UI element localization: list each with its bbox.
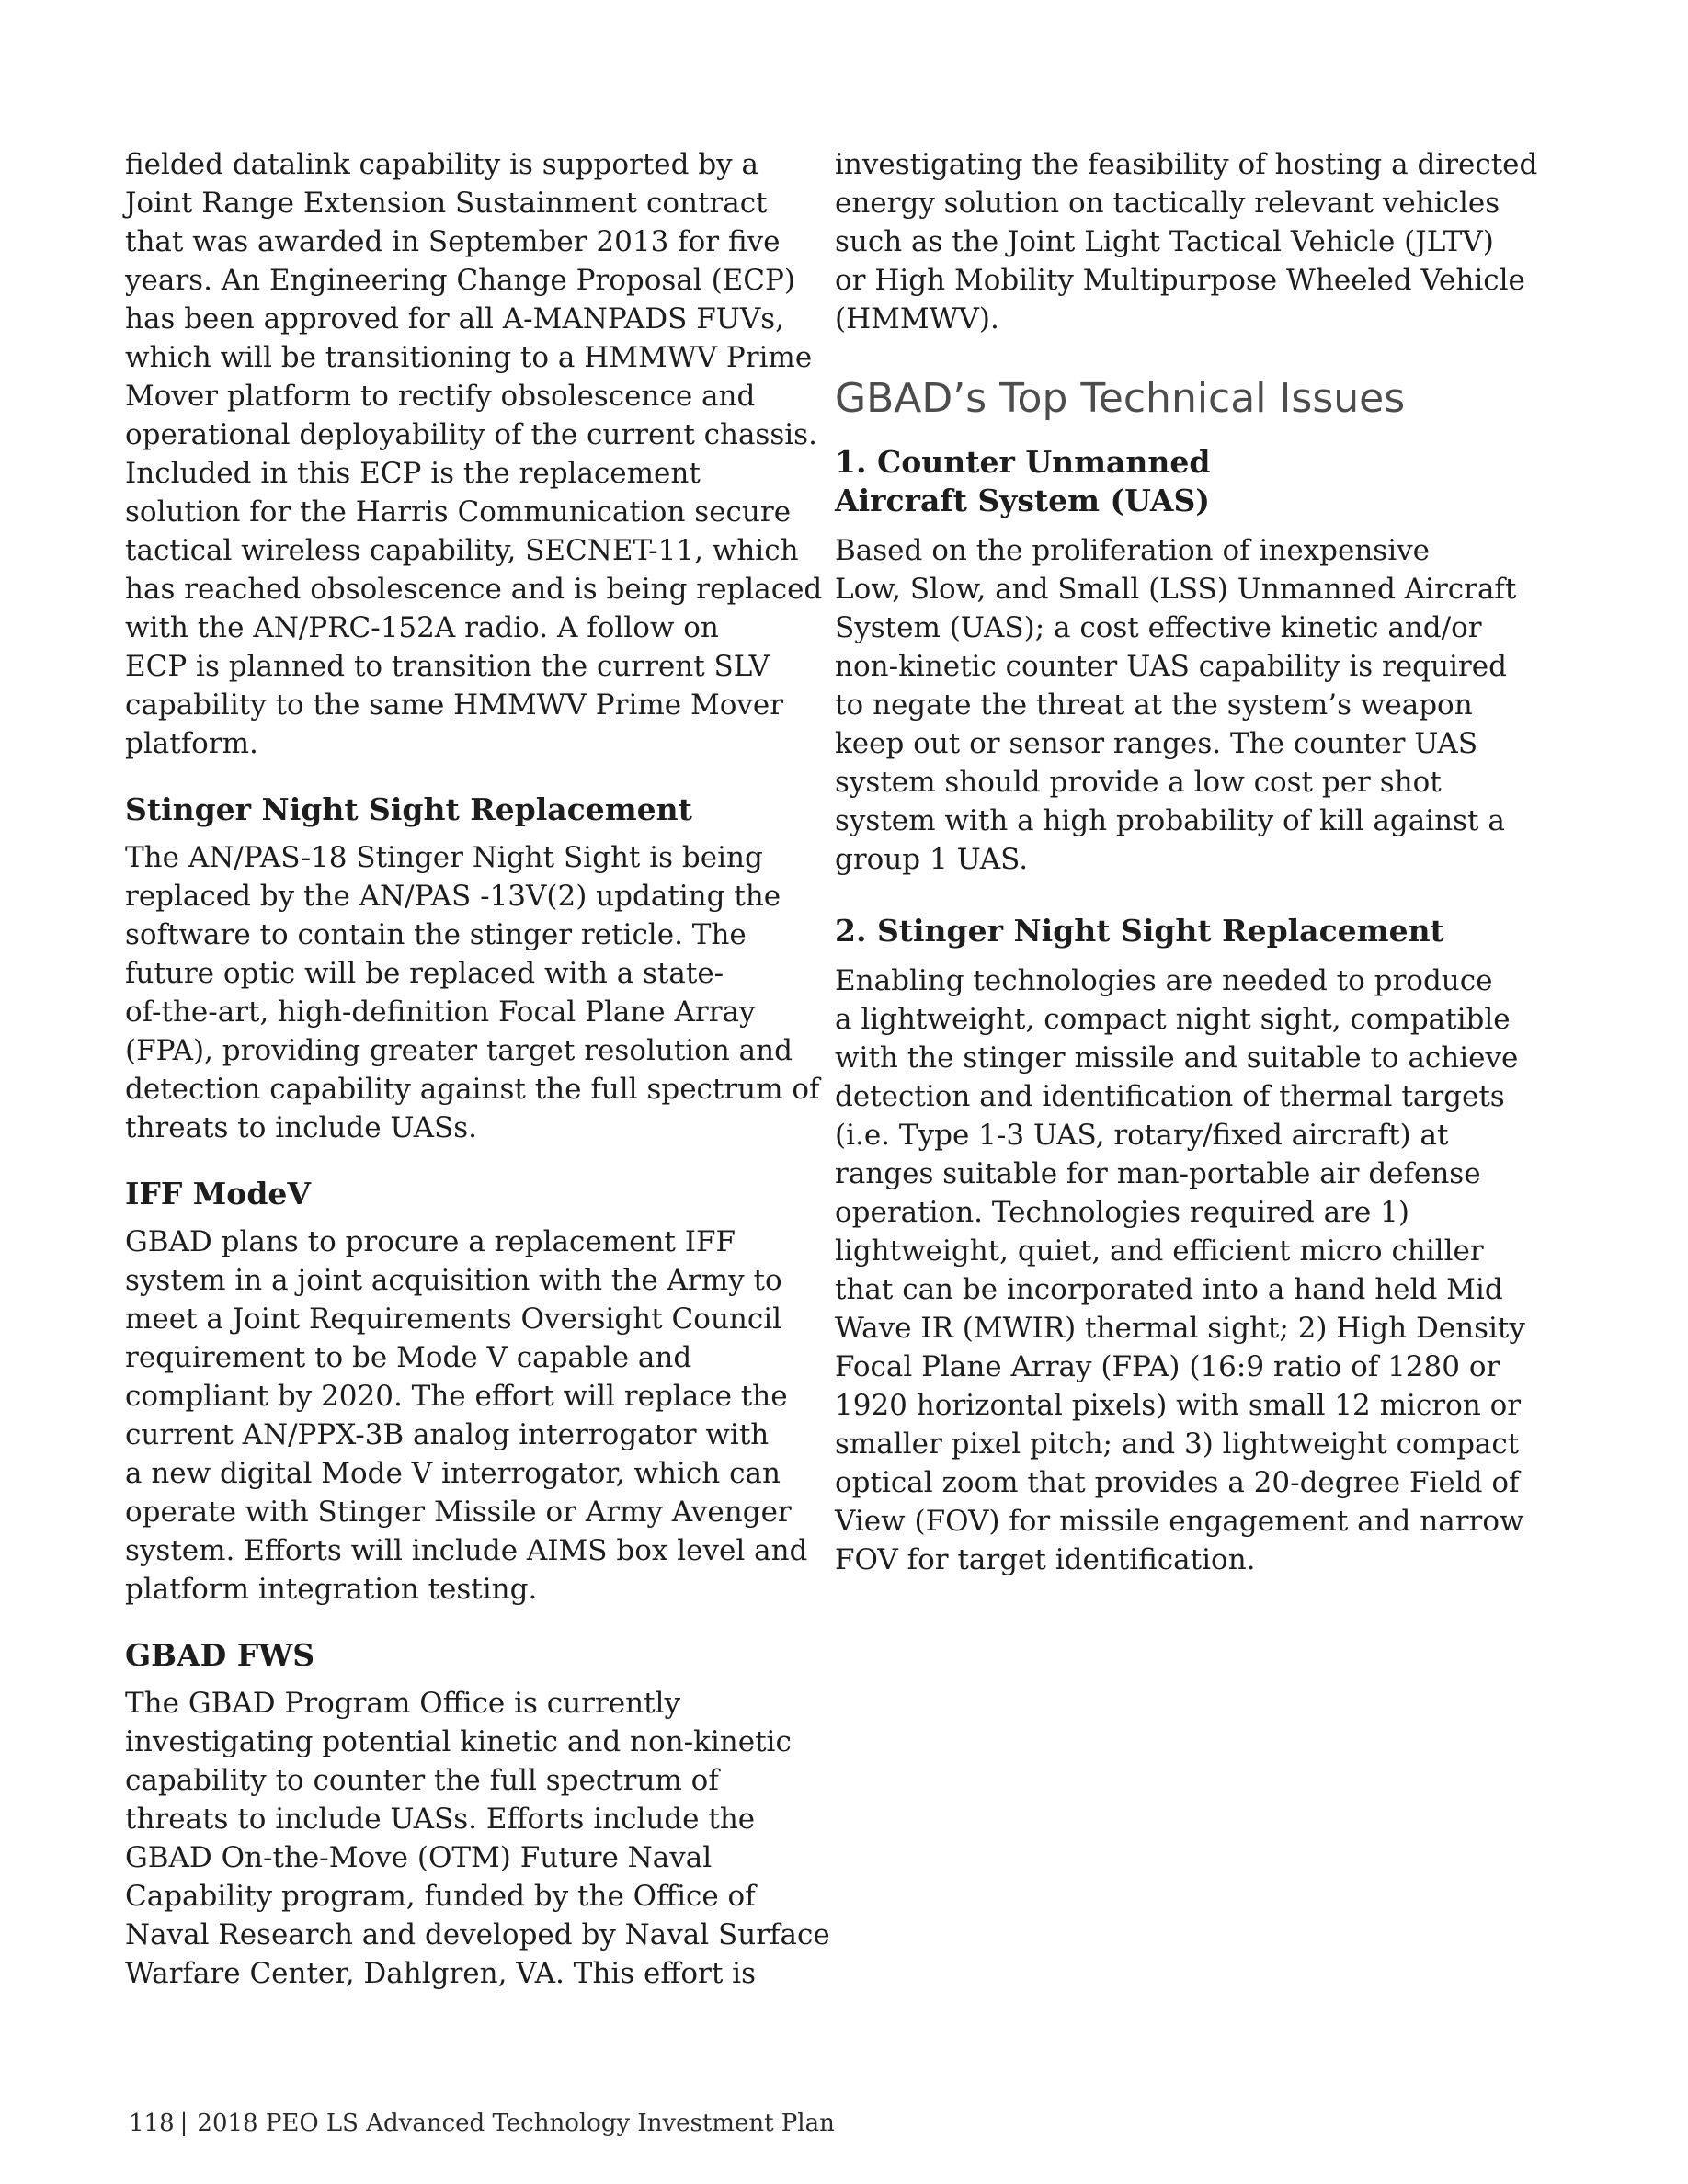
issue2-heading: 2. Stinger Night Sight Replacement [835,913,1444,949]
text-line: meet a Joint Requirements Oversight Council [125,1302,782,1336]
text-line: keep out or sensor ranges. The counter UAS [835,727,1478,760]
text-line: lightweight, quiet, and efficient micro chiller [835,1234,1484,1268]
text-line: 1920 horizontal pixels) with small 12 micron or [835,1389,1522,1422]
text-line: Capability program, funded by the Office of [125,1880,756,1913]
text-line: which will be transitioning to a HMMWV Prime [125,341,813,374]
text-line: platform integration testing. [125,1573,538,1606]
text-line: replaced by the AN/PAS -13V(2) updating the [125,880,781,913]
text-line: threats to include UASs. [125,1111,477,1144]
text-line: (FPA), providing greater target resolution and [125,1034,793,1067]
text-line: ranges suitable for man-portable air defense [835,1157,1481,1190]
text-line: operation. Technologies required are 1) [835,1196,1409,1229]
issue1-paragraph [835,531,1515,879]
text-line: a new digital Mode V interrogator, which can [125,1457,781,1490]
text-line: Mover platform to rectify obsolescence and [125,380,756,413]
text-line: future optic will be replaced with a state- [125,957,724,990]
text-line: Low, Slow, and Small (LSS) Unmanned Aircraft [835,573,1517,606]
right-column [835,145,1538,1579]
text-line: has reached obsolescence and is being replaced [125,573,823,606]
stinger-paragraph [125,838,820,1147]
footer-separator: | [179,2110,188,2137]
text-line: capability to counter the full spectrum of [125,1764,719,1797]
text-line: such as the Joint Light Tactical Vehicle (JLTV) [835,225,1494,258]
text-line: Focal Plane Array (FPA) (16:9 ratio of 1280 or [835,1350,1500,1383]
text-line: system should provide a low cost per shot [835,766,1442,799]
text-line: Warfare Center, Dahlgren, VA. This effort is [125,1957,756,1990]
text-line: or High Mobility Multipurpose Wheeled Vehicle [835,264,1525,297]
fws-paragraph [125,1684,830,1993]
text-line: with the stinger missile and suitable to achieve [835,1041,1519,1075]
text-line: operational deployability of the current chassis. [125,418,817,451]
text-line: to negate the threat at the system’s weapon [835,688,1473,722]
text-line: Based on the proliferation of inexpensive [835,534,1430,567]
text-line: requirement to be Mode V capable and [125,1341,692,1374]
text-line: platform. [125,727,258,760]
text-line: operate with Stinger Missile or Army Avenger [125,1496,792,1529]
text-line: GBAD plans to procure a replacement IFF [125,1225,736,1258]
text-line: system. Efforts will include AIMS box level and [125,1534,808,1567]
stinger-heading: Stinger Night Sight Replacement [125,791,692,827]
text-line: optical zoom that provides a 20-degree Field of [835,1466,1520,1499]
iff-paragraph [125,1223,808,1609]
text-line: threats to include UASs. Efforts include the [125,1803,756,1836]
text-line: a lightweight, compact night sight, compatible [835,1003,1511,1036]
text-line: energy solution on tactically relevant vehicles [835,187,1500,220]
text-line: that can be incorporated into a hand held Mid [835,1273,1503,1306]
text-line: of-the-art, high-definition Focal Plane Array [125,995,756,1029]
text-line: system in a joint acquisition with the Army to [125,1264,782,1297]
document-title: 2018 PEO LS Advanced Technology Investment Plan [197,2110,835,2137]
text-line: that was awarded in September 2013 for five [125,225,781,258]
text-line: (HMMWV). [835,302,999,336]
text-line: Wave IR (MWIR) thermal sight; 2) High Density [835,1312,1525,1345]
page-footer [129,2109,835,2138]
heading-line: 1. Counter Unmanned [835,444,1211,480]
text-line: Enabling technologies are needed to produce [835,964,1493,997]
intro-paragraph [125,145,823,763]
text-line: tactical wireless capability, SECNET-11, which [125,534,799,567]
text-line: System (UAS); a cost effective kinetic and/or [835,611,1482,644]
page-number: 118 [129,2110,175,2137]
text-line: The AN/PAS-18 Stinger Night Sight is being [125,841,763,874]
fws-heading: GBAD FWS [125,1637,315,1673]
text-line: (i.e. Type 1-3 UAS, rotary/fixed aircraft) at [835,1119,1449,1152]
text-line: Joint Range Extension Sustainment contract [125,187,768,220]
text-line: non-kinetic counter UAS capability is required [835,650,1507,683]
text-line: ECP is planned to transition the current SLV [125,650,770,683]
issue2-paragraph [835,961,1525,1579]
text-line: capability to the same HMMWV Prime Mover [125,688,784,722]
text-line: smaller pixel pitch; and 3) lightweight compact [835,1428,1520,1461]
text-line: fielded datalink capability is supported by a [125,148,759,181]
text-line: investigating potential kinetic and non-kinetic [125,1725,792,1758]
text-line: group 1 UAS. [835,843,1029,876]
text-line: GBAD On-the-Move (OTM) Future Naval [125,1841,713,1874]
text-line: has been approved for all A-MANPADS FUVs, [125,302,784,336]
text-line: detection capability against the full spectrum of [125,1073,820,1106]
text-line: with the AN/PRC-152A radio. A follow on [125,611,719,644]
text-line: Naval Research and developed by Naval Surface [125,1918,830,1951]
text-line: investigating the feasibility of hosting a directed [835,148,1538,181]
text-line: years. An Engineering Change Proposal (ECP) [125,264,795,297]
issue1-heading [835,443,1515,520]
text-line: Included in this ECP is the replacement [125,457,701,490]
text-line: detection and identification of thermal targets [835,1080,1505,1113]
heading-line: Aircraft System (UAS) [835,483,1210,518]
section-title: GBAD’s Top Technical Issues [835,375,1406,422]
iff-heading: IFF ModeV [125,1176,311,1211]
left-column [125,145,830,1993]
text-line: The GBAD Program Office is currently [125,1687,680,1720]
continued-paragraph [835,145,1538,338]
text-line: solution for the Harris Communication secure [125,495,792,529]
text-line: current AN/PPX-3B analog interrogator with [125,1418,770,1451]
text-line: compliant by 2020. The effort will replace the [125,1380,788,1413]
text-line: software to contain the stinger reticle. The [125,918,747,951]
text-line: system with a high probability of kill against a [835,804,1505,837]
text-line: View (FOV) for missile engagement and narrow [835,1505,1524,1538]
text-line: FOV for target identification. [835,1543,1256,1576]
